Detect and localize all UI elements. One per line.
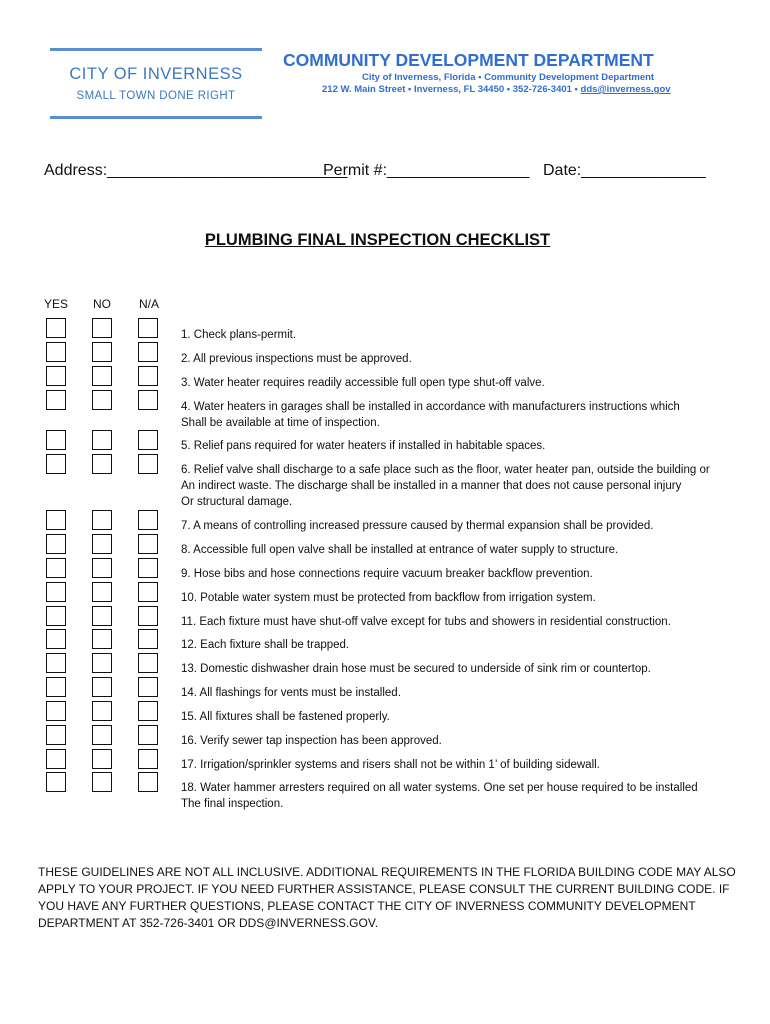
date-field[interactable]: Date:______________ — [543, 162, 706, 179]
checkbox-yes[interactable] — [46, 318, 66, 338]
checkbox-no[interactable] — [92, 430, 112, 450]
checklist-item: 11. Each fixture must have shut-off valve except for tubs and showers in residential construction. — [181, 616, 671, 628]
checkbox-no[interactable] — [92, 454, 112, 474]
checklist-item: 14. All flashings for vents must be installed. — [181, 687, 401, 699]
checkbox-na[interactable] — [138, 558, 158, 578]
column-header-no: NO — [93, 297, 111, 311]
checkbox-yes[interactable] — [46, 342, 66, 362]
checkbox-yes[interactable] — [46, 390, 66, 410]
checkbox-na[interactable] — [138, 454, 158, 474]
checklist-item: 7. A means of controlling increased pressure caused by thermal expansion shall be provided. — [181, 520, 654, 532]
checkbox-no[interactable] — [92, 725, 112, 745]
checkbox-na[interactable] — [138, 366, 158, 386]
checkbox-na[interactable] — [138, 749, 158, 769]
checkbox-na[interactable] — [138, 318, 158, 338]
checkbox-yes[interactable] — [46, 629, 66, 649]
checkbox-no[interactable] — [92, 390, 112, 410]
checkbox-yes[interactable] — [46, 534, 66, 554]
checkbox-na[interactable] — [138, 677, 158, 697]
checklist-item: 9. Hose bibs and hose connections require vacuum breaker backflow prevention. — [181, 568, 593, 580]
checkbox-no[interactable] — [92, 772, 112, 792]
checkbox-no[interactable] — [92, 558, 112, 578]
checkbox-yes[interactable] — [46, 558, 66, 578]
logo-tagline: SMALL TOWN DONE RIGHT — [76, 90, 236, 102]
checkbox-yes[interactable] — [46, 430, 66, 450]
checkbox-no[interactable] — [92, 582, 112, 602]
checkbox-no[interactable] — [92, 606, 112, 626]
checkbox-na[interactable] — [138, 629, 158, 649]
logo-bottom-rule — [50, 116, 262, 119]
checklist-item: 15. All fixtures shall be fastened properly. — [181, 711, 390, 723]
checklist-item: 3. Water heater requires readily accessible full open type shut-off valve. — [181, 377, 545, 389]
checklist-item: 12. Each fixture shall be trapped. — [181, 639, 350, 651]
department-address-line1: City of Inverness, Florida • Community Development Department — [362, 72, 655, 83]
checklist-item: 5. Relief pans required for water heaters if installed in habitable spaces. — [181, 440, 546, 452]
checkbox-no[interactable] — [92, 749, 112, 769]
department-title: COMMUNITY DEVELOPMENT DEPARTMENT — [283, 50, 654, 70]
checkbox-yes[interactable] — [46, 725, 66, 745]
logo-city-name: CITY OF INVERNESS — [69, 65, 243, 83]
checkbox-no[interactable] — [92, 510, 112, 530]
checkbox-no[interactable] — [92, 629, 112, 649]
checkbox-na[interactable] — [138, 582, 158, 602]
checklist-item: 16. Verify sewer tap inspection has been approved. — [181, 735, 442, 747]
checklist-item: 18. Water hammer arresters required on all water systems. One set per house required to be installed The final inspection. — [181, 782, 698, 810]
checkbox-na[interactable] — [138, 390, 158, 410]
department-address-line2 — [322, 84, 671, 95]
checkbox-no[interactable] — [92, 677, 112, 697]
checkbox-na[interactable] — [138, 534, 158, 554]
checkbox-no[interactable] — [92, 366, 112, 386]
checkbox-na[interactable] — [138, 772, 158, 792]
guidelines-notice: THESE GUIDELINES ARE NOT ALL INCLUSIVE. ADDITIONAL REQUIREMENTS IN THE FLORIDA BUILDING CODE MAY ALSO APPLY TO YOUR PROJECT. IF YOU NEED FURTHER ASSISTANCE, PLEASE CONSULT THE CURRENT BUILDING CODE. IF YOU HAVE ANY FURTHER QUESTIONS, PLEASE CONTACT THE CITY OF INVERNESS COMMUNITY DEVELOPMENT DEPARTMENT AT 352-726-3401 OR DDS@INVERNESS.GOV. — [38, 865, 736, 930]
checkbox-yes[interactable] — [46, 606, 66, 626]
checkbox-no[interactable] — [92, 653, 112, 673]
checkbox-na[interactable] — [138, 701, 158, 721]
address-field[interactable]: Address:___________________________ — [44, 162, 348, 179]
checklist-item: 2. All previous inspections must be approved. — [181, 353, 412, 365]
checklist-title: PLUMBING FINAL INSPECTION CHECKLIST — [204, 231, 551, 249]
checkbox-no[interactable] — [92, 701, 112, 721]
checklist-item: 1. Check plans-permit. — [181, 329, 297, 341]
checkbox-yes[interactable] — [46, 653, 66, 673]
checkbox-na[interactable] — [138, 725, 158, 745]
checklist-item: 10. Potable water system must be protected from backflow from irrigation system. — [181, 592, 596, 604]
checkbox-yes[interactable] — [46, 772, 66, 792]
column-header-yes: YES — [44, 297, 69, 311]
checklist-item: 8. Accessible full open valve shall be installed at entrance of water supply to structure. — [181, 544, 619, 556]
checkbox-yes[interactable] — [46, 677, 66, 697]
checkbox-na[interactable] — [138, 510, 158, 530]
checklist-item: 4. Water heaters in garages shall be installed in accordance with manufacturers instructions which Shall be available at time of inspection. — [181, 401, 680, 429]
checkbox-na[interactable] — [138, 606, 158, 626]
checklist-item: 13. Domestic dishwasher drain hose must be secured to underside of sink rim or countertop. — [181, 663, 651, 675]
checkbox-no[interactable] — [92, 534, 112, 554]
checkbox-no[interactable] — [92, 318, 112, 338]
checkbox-yes[interactable] — [46, 454, 66, 474]
logo-top-rule — [50, 48, 262, 51]
checkbox-yes[interactable] — [46, 582, 66, 602]
checkbox-na[interactable] — [138, 342, 158, 362]
checkbox-yes[interactable] — [46, 749, 66, 769]
column-header-na: N/A — [139, 297, 160, 311]
checkbox-na[interactable] — [138, 430, 158, 450]
email-link[interactable]: dds@inverness.gov — [580, 84, 671, 95]
checkbox-yes[interactable] — [46, 510, 66, 530]
address-text: 212 W. Main Street • Inverness, FL 34450 • 352-726-3401 • — [322, 84, 581, 95]
checklist-item: 6. Relief valve shall discharge to a safe place such as the floor, water heater pan, outside the building or An indirect waste. The discharge shall be installed in a manner that does not cause personal injury Or structural damage. — [181, 464, 710, 508]
checkbox-yes[interactable] — [46, 366, 66, 386]
checklist-item: 17. Irrigation/sprinkler systems and risers shall not be within 1’ of building sidewall. — [181, 759, 600, 771]
checkbox-no[interactable] — [92, 342, 112, 362]
checkbox-na[interactable] — [138, 653, 158, 673]
checkbox-yes[interactable] — [46, 701, 66, 721]
city-logo — [50, 48, 262, 120]
permit-field[interactable]: Permit #:________________ — [323, 162, 530, 179]
